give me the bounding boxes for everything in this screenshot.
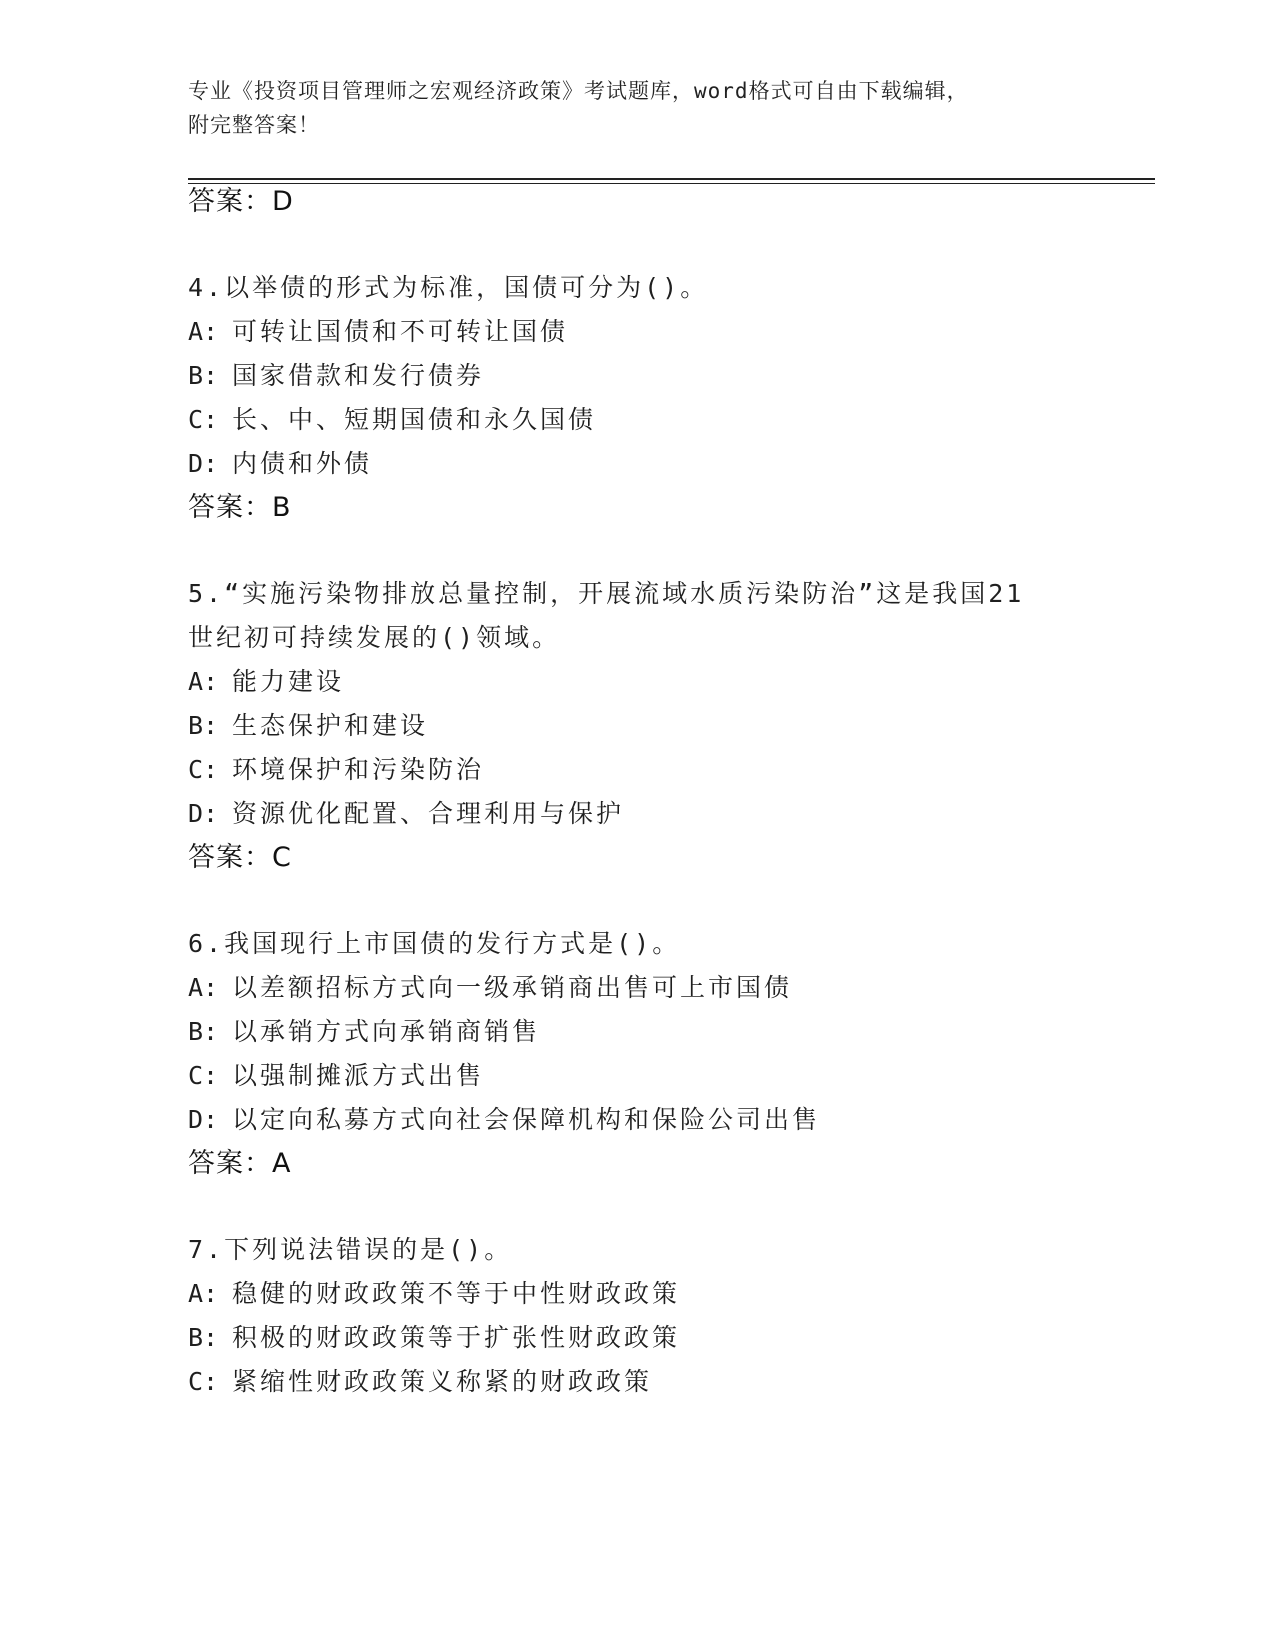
header-line-1: 专业《投资项目管理师之宏观经济政策》考试题库，word格式可自由下载编辑， [188, 79, 969, 103]
option-letter: A: [188, 973, 219, 1002]
question-5-stem-line-1: 5.“实施污染物排放总量控制，开展流域水质污染防治”这是我国21 [188, 579, 1025, 608]
option-letter: B: [188, 361, 219, 390]
question-4-stem: 4.以举债的形式为标准，国债可分为()。 [188, 273, 709, 302]
answer-q6: 答案：A [188, 1148, 292, 1179]
option-text: 环境保护和污染防治 [232, 755, 485, 784]
option-letter: A: [188, 1279, 219, 1308]
option-text: 资源优化配置、合理利用与保护 [232, 799, 625, 828]
option-text: 国家借款和发行债券 [232, 361, 485, 390]
option-letter: D: [188, 1105, 219, 1134]
option-text: 长、中、短期国债和永久国债 [232, 405, 597, 434]
option-text: 能力建设 [232, 667, 345, 696]
question-6-option-a [188, 970, 792, 1006]
question-6-option-d [188, 1102, 820, 1138]
question-5-option-a [188, 664, 344, 700]
option-text: 以定向私募方式向社会保障机构和保险公司出售 [232, 1105, 821, 1134]
option-text: 可转让国债和不可转让国债 [232, 317, 569, 346]
option-letter: A: [188, 667, 219, 696]
option-text: 以差额招标方式向一级承销商出售可上市国债 [232, 973, 793, 1002]
option-letter: C: [188, 405, 219, 434]
question-7-option-b [188, 1320, 680, 1356]
question-7-option-c [188, 1364, 652, 1400]
option-letter: B: [188, 711, 219, 740]
option-letter: B: [188, 1323, 219, 1352]
option-text: 以强制摊派方式出售 [232, 1061, 485, 1090]
question-5-option-b [188, 708, 428, 744]
option-letter: C: [188, 755, 219, 784]
question-4-option-d [188, 446, 372, 482]
option-text: 紧缩性财政政策义称紧的财政政策 [232, 1367, 653, 1396]
option-letter: C: [188, 1061, 219, 1090]
option-letter: B: [188, 1017, 219, 1046]
option-text: 稳健的财政政策不等于中性财政政策 [232, 1279, 681, 1308]
question-7-stem: 7.下列说法错误的是()。 [188, 1235, 513, 1264]
option-text: 以承销方式向承销商销售 [232, 1017, 541, 1046]
question-7-option-a [188, 1276, 680, 1312]
option-letter: D: [188, 799, 219, 828]
question-6-stem: 6.我国现行上市国债的发行方式是()。 [188, 929, 681, 958]
page-header [188, 74, 1088, 142]
option-letter: D: [188, 449, 219, 478]
question-4-option-a [188, 314, 568, 350]
header-rule-thick [188, 178, 1155, 180]
option-letter: C: [188, 1367, 219, 1396]
question-6-option-b [188, 1014, 540, 1050]
option-letter: A: [188, 317, 219, 346]
answer-q4: 答案：B [188, 492, 292, 523]
header-line-2: 附完整答案！ [188, 113, 320, 137]
question-5-option-c [188, 752, 484, 788]
question-6-option-c [188, 1058, 484, 1094]
question-5-stem-line-2: 世纪初可持续发展的()领域。 [188, 623, 561, 652]
option-text: 内债和外债 [232, 449, 373, 478]
header-rule-thin [188, 183, 1155, 184]
option-text: 积极的财政政策等于扩张性财政政策 [232, 1323, 681, 1352]
question-5-option-d [188, 796, 624, 832]
question-4-option-c [188, 402, 596, 438]
question-4-option-b [188, 358, 484, 394]
option-text: 生态保护和建设 [232, 711, 429, 740]
answer-q3: 答案：D [188, 186, 294, 217]
answer-q5: 答案：C [188, 842, 292, 873]
